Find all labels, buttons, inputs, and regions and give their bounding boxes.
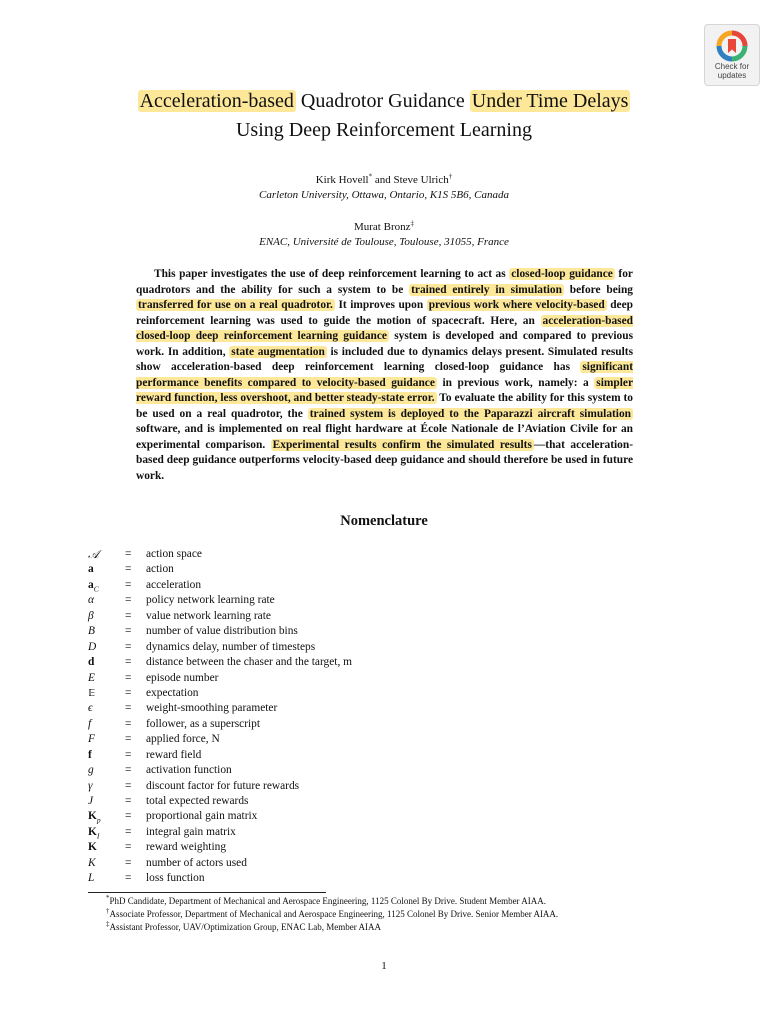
paper-title	[0, 87, 768, 144]
title-highlight-2: Under Time Delays	[471, 90, 629, 112]
nomenclature-equals: =	[125, 548, 132, 560]
nomenclature-symbol: 𝔼	[88, 687, 96, 699]
nomenclature-description: proportional gain matrix	[146, 810, 258, 823]
abstract-text: is included due to dynamics delays present. Simulated results show acceleration-based deep reinforcement learning closed-loop guidance has	[136, 345, 633, 373]
author-names	[354, 221, 414, 233]
nomenclature-equals: =	[125, 856, 132, 869]
nomenclature-description: integral gain matrix	[146, 825, 236, 838]
author-block-1	[0, 173, 768, 203]
nomenclature-symbol: g	[88, 764, 94, 777]
nomenclature-symbol: a	[88, 563, 94, 576]
footnote: †Associate Professor, Department of Mechanical and Aerospace Engineering, 1125 Colonel By Drive. Senior Member AIAA.	[106, 907, 559, 919]
nomenclature-equals: =	[125, 748, 132, 761]
nomenclature-description: reward weighting	[146, 841, 227, 854]
nomenclature-symbol: J	[88, 795, 94, 807]
nomenclature-equals: =	[125, 872, 132, 885]
abstract-text: before being	[563, 283, 633, 296]
title-highlight-1: Acceleration-based	[139, 90, 294, 112]
badge-label-line2: updates	[717, 71, 747, 80]
nomenclature-symbol: d	[88, 656, 95, 669]
nomenclature-symbol: α	[88, 594, 94, 607]
nomenclature-equals: =	[125, 609, 132, 622]
nomenclature-equals: =	[125, 795, 132, 807]
nomenclature-symbol: 𝒜	[88, 547, 99, 561]
nomenclature-description: expectation	[146, 686, 199, 699]
nomenclature-equals: =	[125, 702, 132, 715]
nomenclature-equals: =	[125, 578, 132, 591]
nomenclature-description: number of value distribution bins	[146, 625, 298, 638]
nomenclature-heading: Nomenclature	[340, 513, 428, 529]
nomenclature-symbol: E	[88, 671, 95, 684]
page-number: 1	[381, 960, 387, 972]
abstract-highlight: simpler reward function, less overshoot, and better steady-state error.	[136, 376, 633, 404]
abstract-text: This paper investigates the use of deep reinforcement learning to act as	[154, 268, 510, 280]
nomenclature-description: dynamics delay, number of timesteps	[146, 640, 316, 653]
nomenclature-equals: =	[125, 640, 132, 653]
nomenclature-description: distance between the chaser and the target, m	[146, 656, 352, 669]
abstract-text: system is developed and compared to previous work. In addition,	[136, 330, 634, 358]
nomenclature-description: action	[146, 563, 174, 576]
nomenclature-description: acceleration	[146, 578, 202, 591]
abstract-highlight: significant performance benefits compared to velocity-based guidance	[136, 361, 633, 389]
nomenclature-symbol: B	[88, 625, 95, 638]
nomenclature-symbol: β	[88, 609, 94, 622]
nomenclature-equals: =	[125, 841, 132, 854]
nomenclature-equals: =	[125, 779, 132, 792]
abstract-text: software, and is implemented on real flight hardware at École Nationale de l’Aviation Civile for an experimental comparison.	[136, 423, 633, 451]
author-ulrich: and Steve Ulrich	[372, 174, 449, 186]
abstract-highlight: trained system is deployed to the Paparazzi aircraft simulation	[309, 407, 631, 420]
nomenclature-equals: =	[125, 717, 132, 730]
nomenclature-symbol: L	[88, 872, 95, 885]
abstract-text: —that acceleration-based deep guidance outperforms velocity-based deep guidance and should therefore be used in future work.	[136, 438, 633, 482]
nomenclature-symbol: D	[88, 640, 97, 653]
abstract-text: To evaluate the ability for this system to be used on a real quadrotor, the	[136, 392, 633, 420]
abstract-text: deep reinforcement learning was used to guide the motion of spacecraft. Here, an	[136, 299, 633, 327]
abstract-highlight: acceleration-based closed-loop deep reinforcement learning guidance	[136, 314, 633, 342]
abstract-highlight: state augmentation	[231, 345, 325, 358]
abstract-highlight: previous work where velocity-based	[428, 299, 605, 311]
nomenclature-equals: =	[125, 764, 132, 777]
nomenclature-symbol: γ	[88, 779, 93, 792]
title-line-2: Using Deep Reinforcement Learning	[235, 119, 532, 141]
nomenclature-equals: =	[125, 686, 132, 699]
nomenclature-symbol: F	[88, 733, 95, 746]
nomenclature-description: activation function	[146, 764, 232, 777]
author-bronz: Murat Bronz	[353, 221, 411, 233]
nomenclature-symbol: f	[88, 717, 92, 730]
author-names	[316, 174, 453, 186]
abstract-text: in previous work, namely: a	[436, 376, 595, 389]
nomenclature-symbol: f	[88, 748, 92, 761]
abstract	[136, 267, 633, 484]
nomenclature-equals: =	[125, 825, 132, 838]
abstract-text: for quadrotors and the ability for such a system to be	[136, 268, 633, 296]
nomenclature-symbol: ϵ	[88, 702, 93, 715]
nomenclature-symbol: $a_C$	[88, 578, 99, 594]
nomenclature-description: episode number	[146, 671, 219, 684]
nomenclature-description: number of actors used	[146, 856, 247, 869]
nomenclature-description: policy network learning rate	[146, 594, 275, 607]
author-block-2	[0, 220, 768, 250]
author-footnote-mark: †	[448, 172, 453, 181]
nomenclature-equals: =	[125, 625, 132, 638]
nomenclature-equals: =	[125, 671, 132, 684]
abstract-highlight: transferred for use on a real quadrotor.	[138, 299, 333, 311]
footnote-rule	[88, 892, 326, 893]
author-hovell: Kirk Hovell	[315, 174, 369, 186]
nomenclature-description: reward field	[146, 748, 202, 761]
author-footnote-mark: *	[368, 172, 373, 181]
nomenclature-description: weight-smoothing parameter	[146, 702, 278, 715]
check-for-updates-badge[interactable]	[704, 24, 760, 86]
abstract-highlight: Experimental results confirm the simulated results	[272, 438, 532, 451]
nomenclature-equals: =	[125, 594, 132, 607]
bookmark-ring-icon	[716, 30, 748, 62]
nomenclature-description: action space	[146, 548, 202, 560]
badge-label-line1: Check for	[714, 62, 750, 71]
author-footnote-mark: ‡	[410, 219, 414, 228]
abstract-text: It improves upon	[334, 299, 427, 311]
nomenclature-equals: =	[125, 656, 132, 669]
nomenclature-symbol: K	[88, 841, 97, 854]
nomenclature-symbol: K	[88, 856, 96, 869]
footnote: *PhD Candidate, Department of Mechanical and Aerospace Engineering, 1125 Colonel By Drive. Student Member AIAA.	[106, 894, 547, 906]
nomenclature-equals: =	[125, 563, 132, 576]
nomenclature-symbol: $K_I$	[88, 825, 100, 841]
nomenclature-description: applied force, N	[146, 733, 220, 746]
abstract-highlight: trained entirely in simulation	[411, 283, 562, 296]
nomenclature-equals: =	[125, 810, 132, 823]
nomenclature-symbol: $K_p$	[88, 810, 101, 825]
abstract-highlight: closed-loop guidance	[511, 268, 613, 280]
affiliation-enac: ENAC, Université de Toulouse, Toulouse, 31055, France	[259, 236, 509, 248]
nomenclature-equals: =	[125, 733, 132, 746]
title-mid: Quadrotor Guidance	[295, 90, 470, 112]
affiliation-carleton: Carleton University, Ottawa, Ontario, K1S 5B6, Canada	[259, 189, 509, 201]
footnote: ‡Assistant Professor, UAV/Optimization Group, ENAC Lab, Member AIAA	[106, 920, 381, 932]
nomenclature-description: value network learning rate	[146, 609, 271, 622]
footnotes	[106, 895, 558, 934]
title-line-1	[0, 87, 768, 115]
nomenclature-description: discount factor for future rewards	[146, 779, 300, 792]
nomenclature-description: total expected rewards	[146, 795, 249, 807]
nomenclature-description: loss function	[146, 872, 205, 885]
nomenclature-description: follower, as a superscript	[146, 717, 261, 730]
